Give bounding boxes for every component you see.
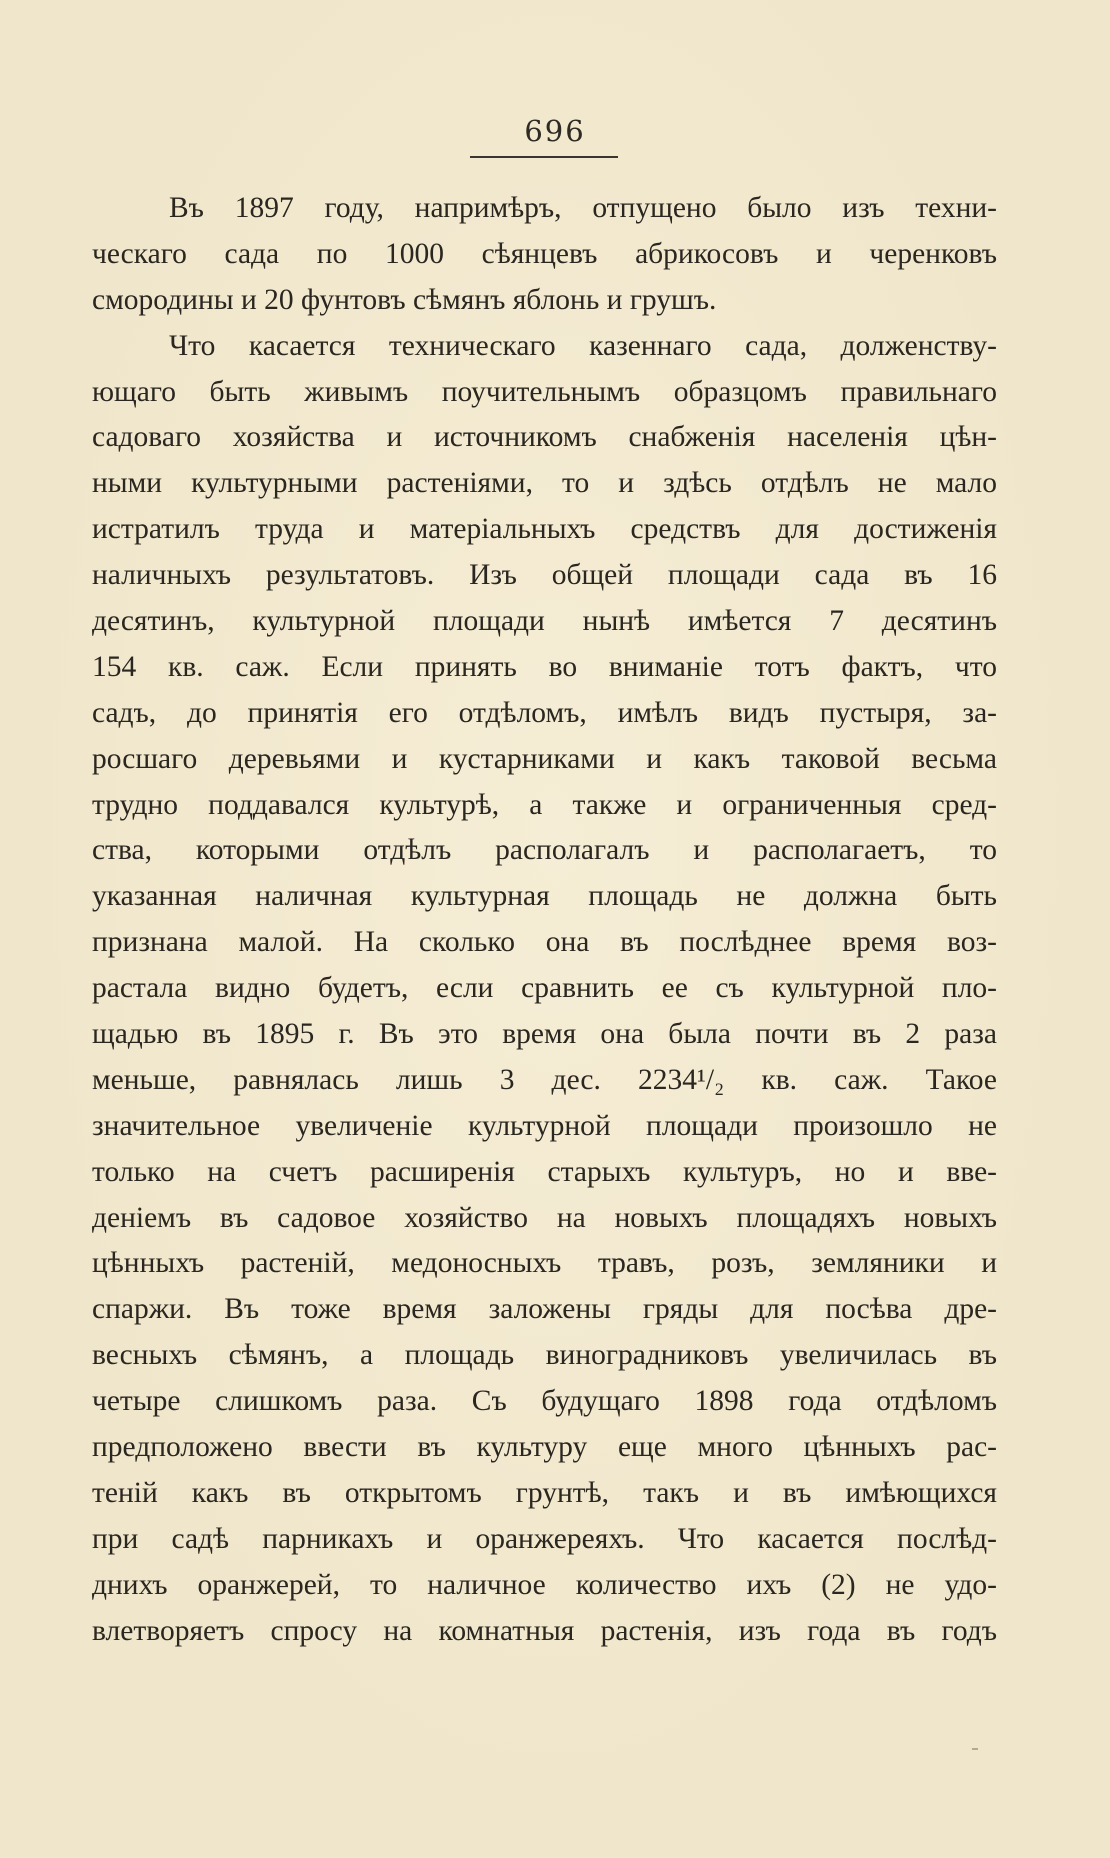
- text-line: спаржи. Въ тоже время заложены гряды для посѣва дре-: [92, 1293, 997, 1326]
- text-line: признана малой. На сколько она въ послѣднее время воз-: [92, 926, 997, 959]
- page-number: 696: [524, 114, 586, 148]
- text-line: четыре слишкомъ раза. Съ будущаго 1898 года отдѣломъ: [92, 1385, 997, 1418]
- header-rule: [470, 156, 618, 158]
- text-line: росшаго деревьями и кустарниками и какъ таковой весьма: [92, 742, 997, 775]
- text-line: меньше, равнялась лишь 3 дес. 2234¹/₂ кв. саж. Такое: [92, 1063, 997, 1096]
- text-line: влетворяетъ спросу на комнатныя растенія, изъ года въ годъ: [92, 1614, 997, 1647]
- text-line: растала видно будетъ, если сравнить ее съ культурной пло-: [92, 972, 997, 1005]
- text-line: теній какъ въ открытомъ грунтѣ, такъ и въ имѣющихся: [92, 1476, 997, 1509]
- text-line: наличныхъ результатовъ. Изъ общей площади сада въ 16: [92, 559, 997, 592]
- text-line: ными культурными растеніями, то и здѣсь отдѣлъ не мало: [92, 467, 997, 500]
- text-line: садоваго хозяйства и источникомъ снабженія населенія цѣн-: [92, 421, 997, 454]
- text-line: 154 кв. саж. Если принять во вниманіе тотъ фактъ, что: [92, 650, 997, 683]
- text-line: указанная наличная культурная площадь не должна быть: [92, 880, 997, 913]
- text-line: смородины и 20 фунтовъ сѣмянъ яблонь и грушъ.: [92, 283, 717, 316]
- text-line: только на счетъ расширенія старыхъ культуръ, но и вве-: [92, 1155, 997, 1188]
- text-line: ческаго сада по 1000 сѣянцевъ абрикосовъ и черенковъ: [92, 237, 997, 270]
- text-line: цѣнныхъ растеній, медоносныхъ травъ, розъ, земляники и: [92, 1247, 997, 1280]
- text-line: истратилъ труда и матеріальныхъ средствъ для достиженія: [92, 513, 997, 546]
- text-line: при садѣ парникахъ и оранжереяхъ. Что касается послѣд-: [92, 1522, 997, 1555]
- page-body-text: [92, 186, 997, 1655]
- text-line: трудно поддавался культурѣ, а также и ограниченныя сред-: [92, 788, 997, 821]
- text-line: Что касается техническаго казеннаго сада, долженству-: [169, 329, 997, 362]
- text-line: весныхъ сѣмянъ, а площадь виноградниковъ увеличилась въ: [92, 1339, 997, 1372]
- text-line: Въ 1897 году, напримѣръ, отпущено было изъ техни-: [169, 192, 997, 224]
- paper-speck: [972, 1748, 978, 1750]
- text-line: днихъ оранжерей, то наличное количество ихъ (2) не удо-: [92, 1568, 997, 1601]
- text-line: ющаго быть живымъ поучительнымъ образцомъ правильнаго: [92, 375, 997, 408]
- text-line: деніемъ въ садовое хозяйство на новыхъ площадяхъ новыхъ: [92, 1201, 997, 1234]
- text-line: предположено ввести въ культуру еще много цѣнныхъ рас-: [92, 1431, 997, 1464]
- text-line: щадью въ 1895 г. Въ это время она была почти въ 2 раза: [92, 1018, 997, 1051]
- text-line: ства, которыми отдѣлъ располагалъ и располагаетъ, то: [92, 834, 997, 867]
- text-line: садъ, до принятія его отдѣломъ, имѣлъ видъ пустыря, за-: [92, 696, 997, 729]
- text-line: значительное увеличеніе культурной площади произошло не: [92, 1109, 997, 1142]
- text-line: десятинъ, культурной площади нынѣ имѣется 7 десятинъ: [92, 605, 997, 638]
